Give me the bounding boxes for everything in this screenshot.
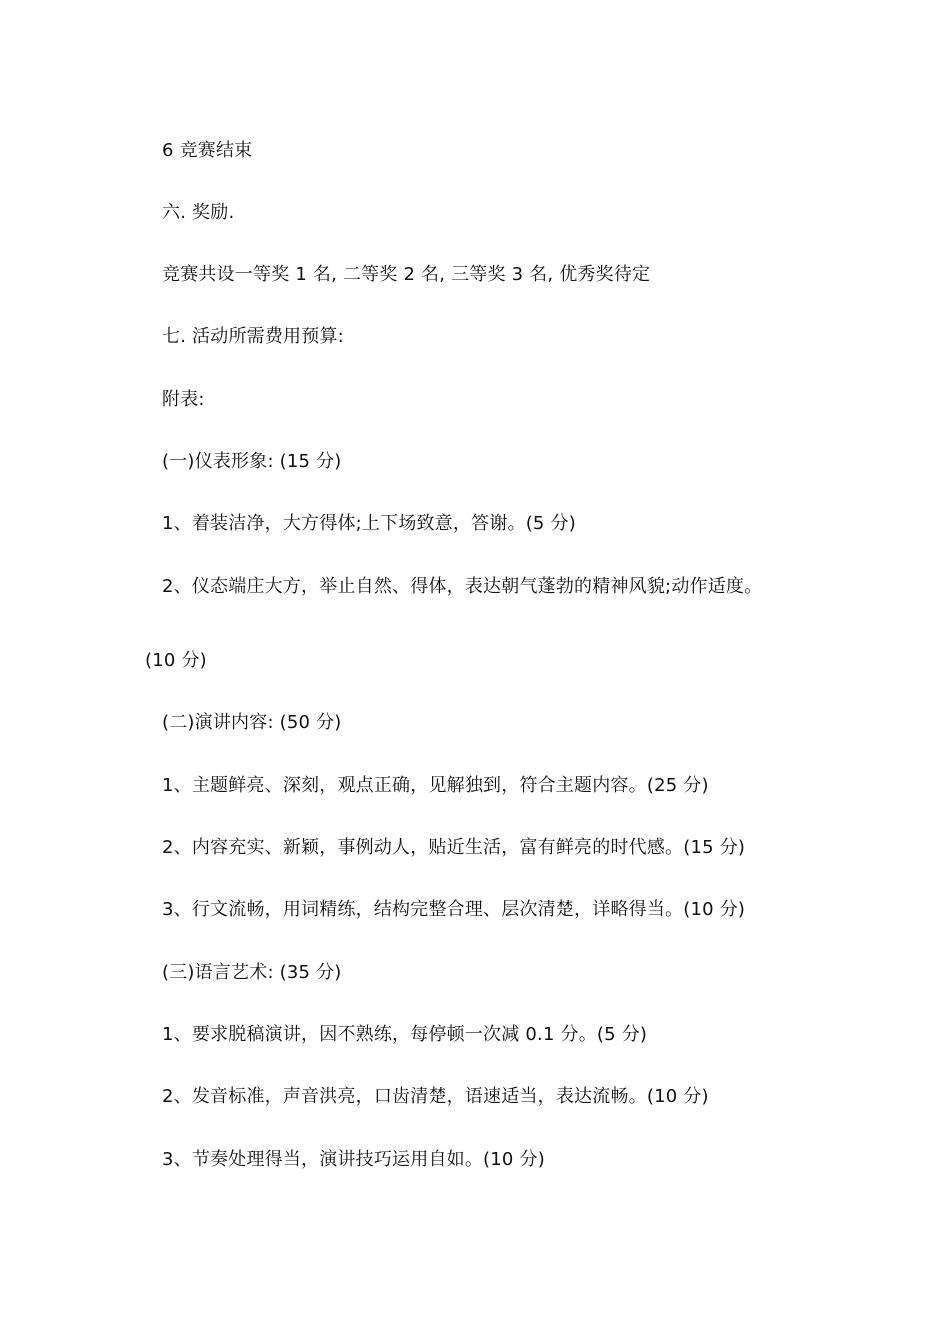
criteria-item: 2、仪态端庄大方，举止自然、得体，表达朝气蓬勃的精神风貌;动作适度。 <box>162 576 763 597</box>
criteria-heading-language: (三)语言艺术: (35 分) <box>162 962 342 983</box>
criteria-item-continuation: (10 分) <box>145 650 207 671</box>
criteria-item: 2、发音标准，声音洪亮，口齿清楚，语速适当，表达流畅。(10 分) <box>162 1086 709 1107</box>
heading-appendix: 附表: <box>162 389 205 410</box>
criteria-item: 3、行文流畅，用词精练，结构完整合理、层次清楚，详略得当。(10 分) <box>162 899 746 920</box>
section-item-6: 6 竞赛结束 <box>162 140 253 161</box>
criteria-item: 1、要求脱稿演讲，因不熟练，每停顿一次减 0.1 分。(5 分) <box>162 1024 648 1045</box>
criteria-heading-appearance: (一)仪表形象: (15 分) <box>162 451 342 472</box>
awards-description: 竞赛共设一等奖 1 名, 二等奖 2 名, 三等奖 3 名, 优秀奖待定 <box>162 264 651 285</box>
criteria-item: 3、节奏处理得当，演讲技巧运用自如。(10 分) <box>162 1149 545 1170</box>
criteria-item: 2、内容充实、新颖，事例动人，贴近生活，富有鲜亮的时代感。(15 分) <box>162 837 746 858</box>
heading-awards: 六. 奖励. <box>162 202 235 223</box>
criteria-heading-content: (二)演讲内容: (50 分) <box>162 712 342 733</box>
criteria-item: 1、主题鲜亮、深刻，观点正确，见解独到，符合主题内容。(25 分) <box>162 775 709 796</box>
heading-budget: 七. 活动所需费用预算: <box>162 326 344 347</box>
criteria-item: 1、着装洁净，大方得体;上下场致意，答谢。(5 分) <box>162 513 576 534</box>
